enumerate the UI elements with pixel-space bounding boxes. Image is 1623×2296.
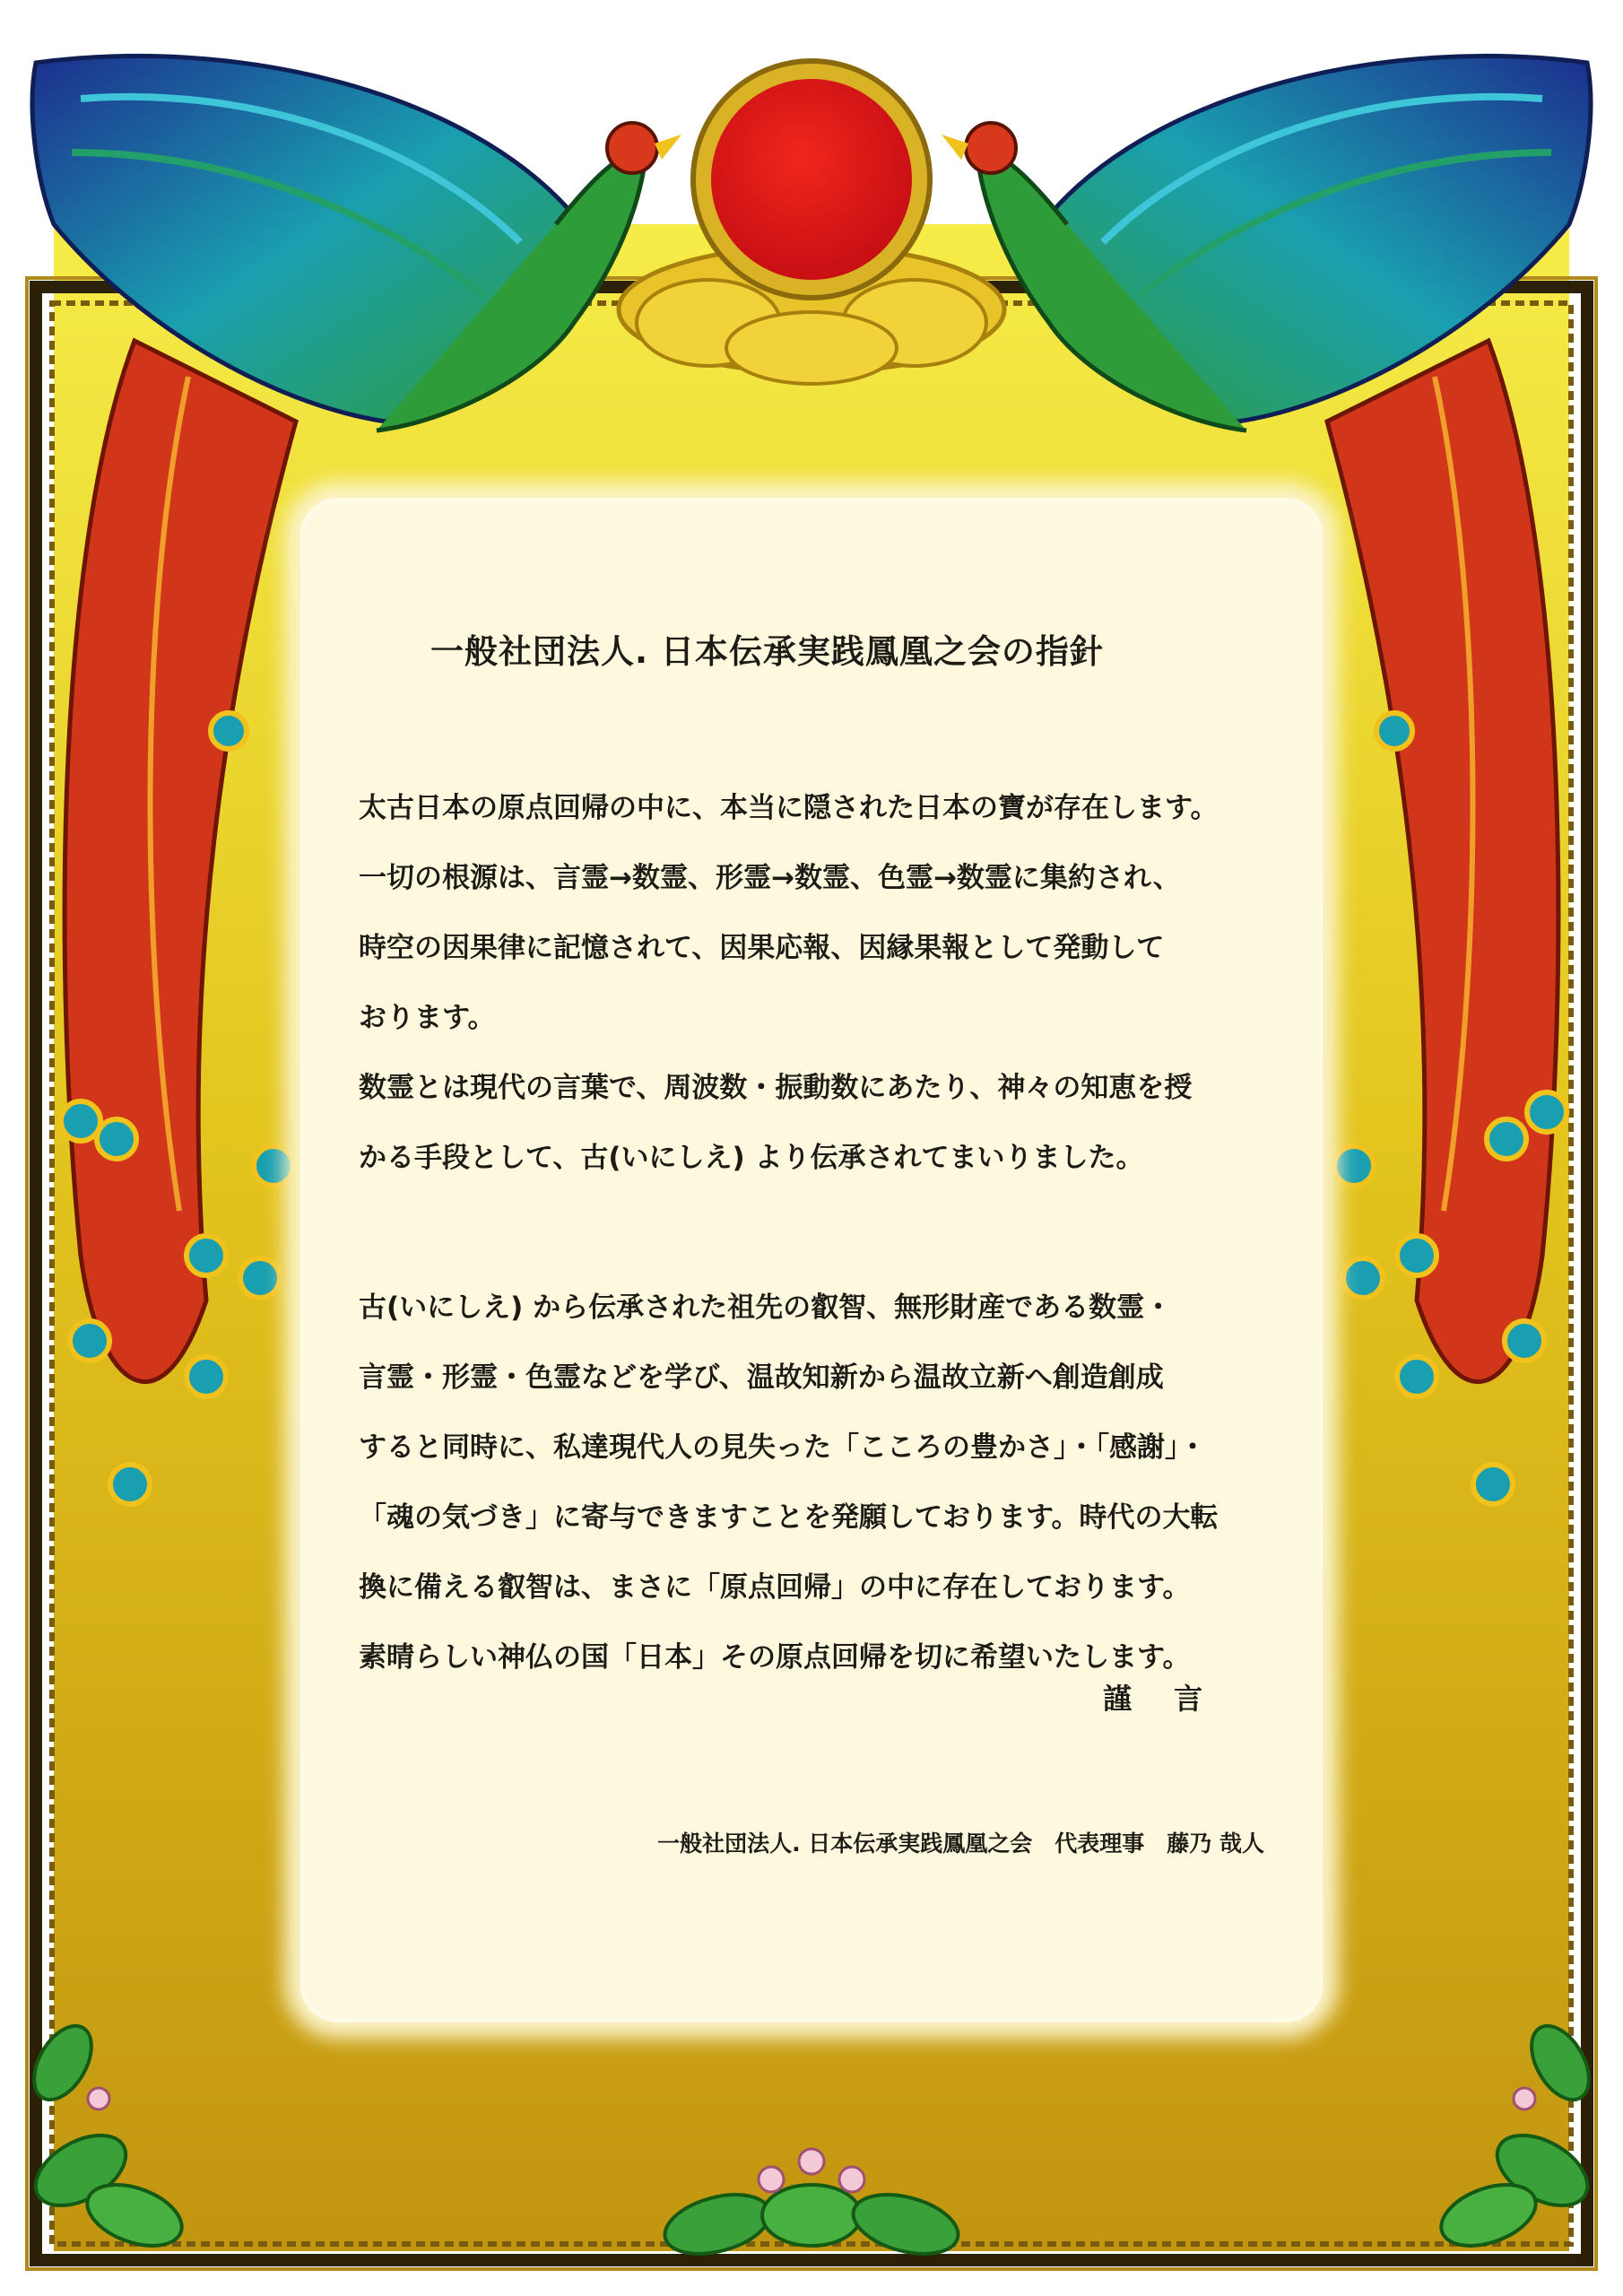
closing-phrase: 謹 言: [1103, 1682, 1219, 1716]
paragraph-1: 太古日本の原点回帰の中に、本当に隠された日本の寶が存在します。 一切の根源は、言霊→数霊、形霊→数霊、色霊→数霊に集約され、 時空の因果律に記憶されて、因果応報、因縁果報として発動して おります。 数霊とは現代の言葉で、周波数・振動数にあたり、神々の知恵を授 かる手段として、古(いにしえ) より伝承されてまいりました。: [359, 792, 1219, 1174]
text-panel: [300, 498, 1323, 2022]
rising-sun-icon: [693, 61, 930, 298]
page-title: 一般社団法人. 日本伝承実践鳳凰之会の指針: [430, 632, 1104, 671]
paragraph-2: 古(いにしえ) から伝承された祖先の叡智、無形財産である数霊・ 言霊・形霊・色霊などを学び、温故知新から温故立新へ創造創成 すると同時に、私達現代人の見失った「こころの豊かさ」・「感謝」・ 「魂の気づき」に寄与できますことを発願しております。時代の大転 換に備える叡智は、まさに「原点回帰」の中に存在しております。 素晴らしい神仏の国「日本」その原点回帰を切に希望いたします。: [359, 1292, 1219, 1674]
signature-line: 一般社団法人. 日本伝承実践鳳凰之会 代表理事 藤乃 哉人: [657, 1831, 1264, 1857]
